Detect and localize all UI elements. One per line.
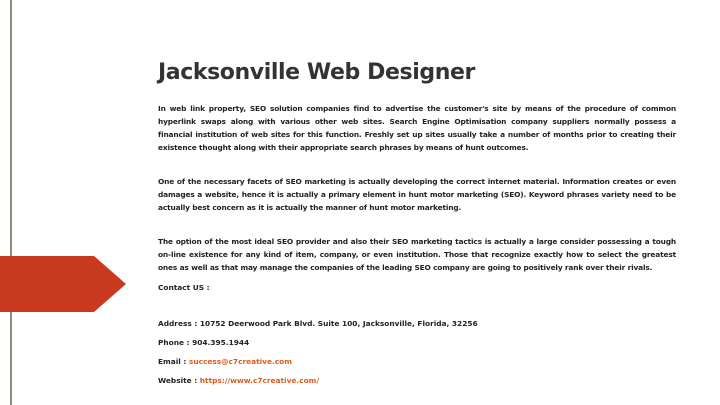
contact-phone: Phone : 904.395.1944: [158, 338, 250, 347]
contact-website: [158, 374, 676, 387]
paragraph-web-link: In web link property, SEO solution companies find to advertise the customer's site by means of the procedure of common hyperlink swaps along with various other web sites. Search Engine Optimisation company suppliers normally possess a financial institution of web sites for this function. Freshly set up sites usually take a number of months prior to creating their existence thought along with their appropriate search phrases by means of hunt outcomes.: [158, 104, 676, 152]
contact-email: [158, 355, 676, 368]
website-label: Website :: [158, 376, 198, 385]
accent-tab-arrow: [94, 256, 126, 312]
slide-content: [158, 60, 676, 387]
side-panel: [0, 0, 10, 405]
paragraph-provider: The option of the most ideal SEO provider and also their SEO marketing tactics is actually a large consider possessing a tough on-line existence for any kind of item, company, or even institution. Those that recognize exactly how to select the greatest ones as well as that may manage the companies of the leading SEO company are going to positively rank over their rivals.: [158, 237, 676, 272]
contact-heading: Contact US :: [158, 283, 210, 292]
accent-tab: [0, 256, 94, 312]
slide-title: Jacksonville Web Designer: [158, 60, 475, 85]
contact-address: Address : 10752 Deerwood Park Blvd. Suite 100, Jacksonville, Florida, 32256: [158, 319, 478, 328]
side-rule: [10, 0, 12, 405]
website-link[interactable]: https://www.c7creative.com/: [199, 376, 320, 385]
email-label: Email :: [158, 357, 187, 366]
email-link[interactable]: success@c7creative.com: [188, 357, 292, 366]
paragraph-content: One of the necessary facets of SEO marketing is actually developing the correct internet material. Information creates or even damages a website, hence it is actually a primary element in hunt motor marketing (SEO). Keyword phrases variety need to be actually best concern as it is actually the manner of hunt motor marketing.: [158, 177, 676, 212]
